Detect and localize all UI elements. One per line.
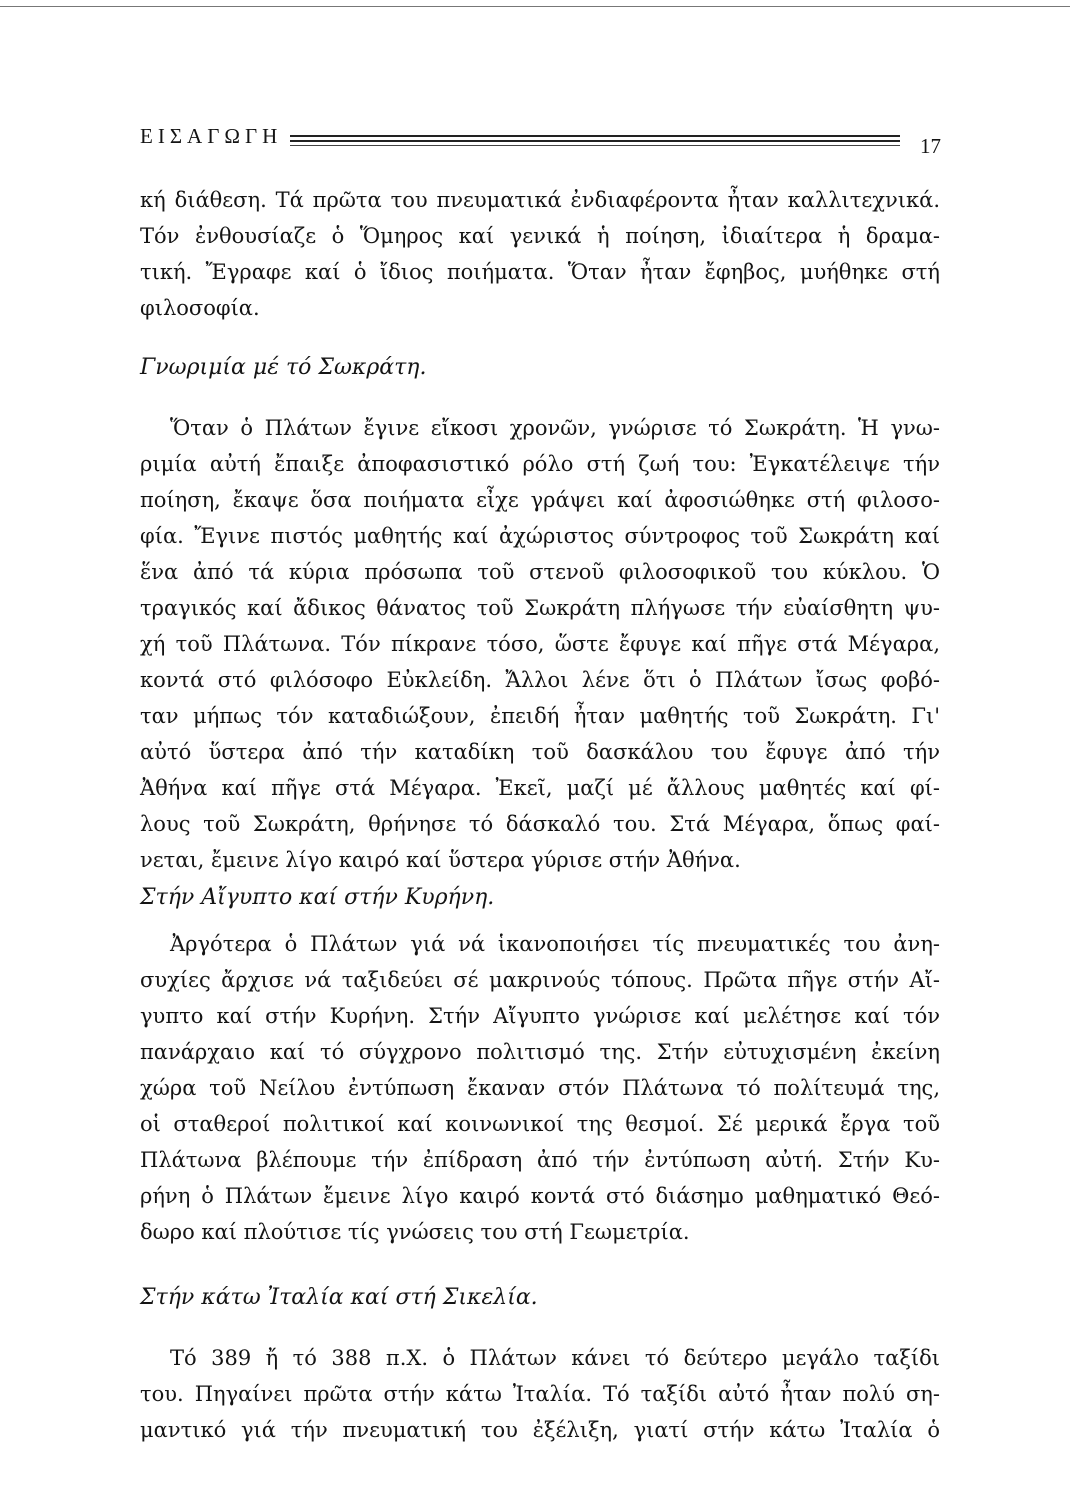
text-line: Ὅταν ὁ Πλάτων ἔγινε εἴκοσι χρονῶν, γνώρισε τό Σωκράτη. Ἡ γνω- (170, 416, 940, 440)
text-line: οἱ σταθεροί πολιτικοί καί κοινωνικοί της θεσμοί. Σέ μερικά ἔργα τοῦ (140, 1112, 940, 1136)
text-line: Τό 389 ἤ τό 388 π.Χ. ὁ Πλάτων κάνει τό δεύτερο μεγάλο ταξίδι (170, 1346, 940, 1370)
text-line: του. Πηγαίνει πρῶτα στήν κάτω Ἰταλία. Τό ταξίδι αὐτό ἦταν πολύ ση- (140, 1382, 940, 1406)
text-line: μαντικό γιά τήν πνευματική του ἐξέλιξη, γιατί στήν κάτω Ἰταλία ὁ (140, 1418, 940, 1442)
page-number: 17 (920, 134, 941, 158)
section-heading-egypt: Στήν Αἴγυπτο καί στήν Κυρήνη. (140, 885, 495, 910)
text-line: φιλοσοφία. (140, 296, 260, 320)
top-scan-edge (0, 6, 1070, 7)
header-rule-lines (290, 134, 900, 146)
text-line: δωρο καί πλούτισε τίς γνώσεις του στή Γεωμετρία. (140, 1220, 690, 1244)
text-line: γυπτο καί στήν Κυρήνη. Στήν Αἴγυπτο γνώρισε καί μελέτησε καί τόν (140, 1004, 940, 1028)
text-line: λους τοῦ Σωκράτη, θρήνησε τό δάσκαλό του. Στά Μέγαρα, ὅπως φαί- (140, 812, 940, 836)
running-header (140, 124, 940, 160)
section-heading-italy: Στήν κάτω Ἰταλία καί στή Σικελία. (140, 1285, 538, 1310)
text-line: κή διάθεση. Τά πρῶτα του πνευματικά ἐνδιαφέροντα ἦταν καλλιτεχνικά. (140, 188, 940, 212)
text-line: χώρα τοῦ Νείλου ἐντύπωση ἔκαναν στόν Πλάτωνα τό πολίτευμά της, (140, 1076, 940, 1100)
text-line: Τόν ἐνθουσίαζε ὁ Ὅμηρος καί γενικά ἡ ποίηση, ἰδιαίτερα ἡ δραμα- (140, 224, 940, 248)
section-heading-socrates: Γνωριμία μέ τό Σωκράτη. (140, 355, 427, 380)
text-line: τική. Ἔγραφε καί ὁ ἴδιος ποιήματα. Ὅταν ἦταν ἔφηβος, μυήθηκε στή (140, 260, 940, 284)
header-title: ΕΙΣΑΓΩΓΗ (140, 124, 283, 148)
text-line: ριμία αὐτή ἔπαιξε ἀποφασιστικό ρόλο στή ζωή του: Ἐγκατέλειψε τήν (140, 452, 940, 476)
text-line: τραγικός καί ἄδικος θάνατος τοῦ Σωκράτη πλήγωσε τήν εὐαίσθητη ψυ- (140, 596, 940, 620)
text-line: ρήνη ὁ Πλάτων ἔμεινε λίγο καιρό κοντά στό διάσημο μαθηματικό Θεό- (140, 1184, 940, 1208)
text-line: νεται, ἔμεινε λίγο καιρό καί ὕστερα γύρισε στήν Ἀθήνα. (140, 848, 741, 872)
text-line: πανάρχαιο καί τό σύγχρονο πολιτισμό της. Στήν εὐτυχισμένη ἐκείνη (140, 1040, 940, 1064)
text-line: Ἀργότερα ὁ Πλάτων γιά νά ἱκανοποιήσει τίς πνευματικές του ἀνη- (170, 932, 940, 956)
text-line: κοντά στό φιλόσοφο Εὐκλείδη. Ἄλλοι λένε ὅτι ὁ Πλάτων ἴσως φοβό- (140, 668, 940, 692)
text-line: φία. Ἔγινε πιστός μαθητής καί ἀχώριστος σύντροφος τοῦ Σωκράτη καί (140, 524, 940, 548)
text-line: Πλάτωνα βλέπουμε τήν ἐπίδραση ἀπό τήν ἐντύπωση αὐτή. Στήν Κυ- (140, 1148, 940, 1172)
text-line: χή τοῦ Πλάτωνα. Τόν πίκρανε τόσο, ὥστε ἔφυγε καί πῆγε στά Μέγαρα, (140, 632, 940, 656)
text-line: ἕνα ἀπό τά κύρια πρόσωπα τοῦ στενοῦ φιλοσοφικοῦ του κύκλου. Ὁ (140, 560, 940, 584)
text-line: Ἀθήνα καί πῆγε στά Μέγαρα. Ἐκεῖ, μαζί μέ ἄλλους μαθητές καί φί- (140, 776, 940, 800)
text-line: συχίες ἄρχισε νά ταξιδεύει σέ μακρινούς τόπους. Πρῶτα πῆγε στήν Αἴ- (140, 968, 940, 992)
text-line: ποίηση, ἔκαψε ὅσα ποιήματα εἶχε γράψει καί ἀφοσιώθηκε στή φιλοσο- (140, 488, 940, 512)
text-line: ταν μήπως τόν καταδιώξουν, ἐπειδή ἦταν μαθητής τοῦ Σωκράτη. Γι' (140, 704, 940, 728)
text-line: αὐτό ὕστερα ἀπό τήν καταδίκη τοῦ δασκάλου του ἔφυγε ἀπό τήν (140, 740, 940, 764)
